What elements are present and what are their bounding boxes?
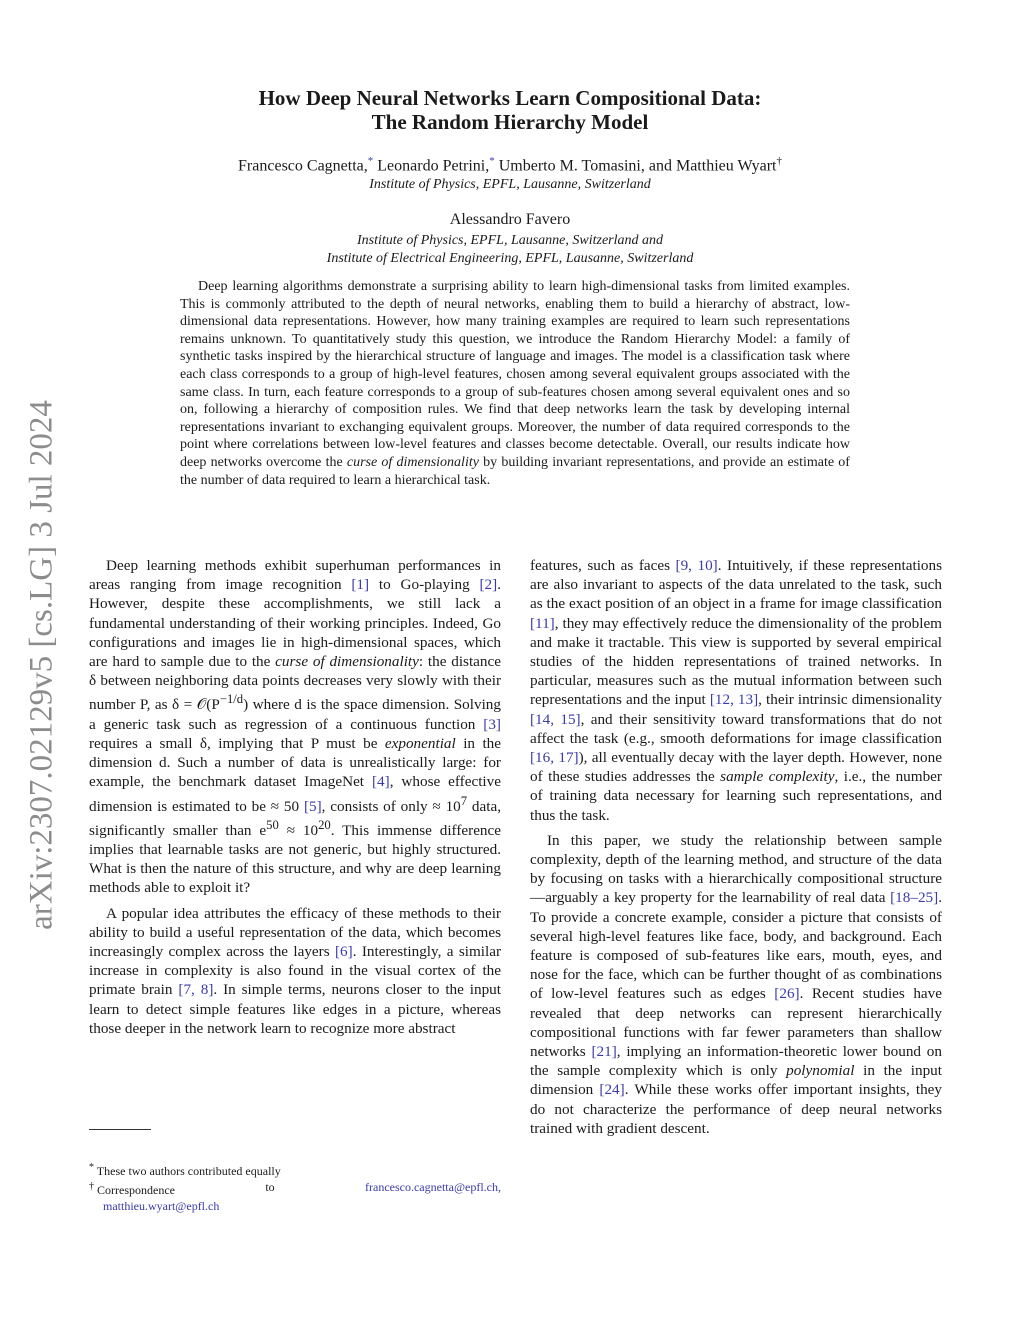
paragraph-invariance: features, such as faces [9, 10]. Intuitively, if these representations are also invariant to aspects of the data unrelated to the task, such as the exact position of an object in a frame for image classification [11], they may effectively reduce the dimensionality of the problem and make it tractable. This view is supported by several empirical studies of the hidden representations of trained networks. In particular, measures such as the mutual information between such representations and the input [12, 13], their intrinsic dimensionality [14, 15], and their sensitivity toward transformations that do not affect the task (e.g., smooth deformations for image classification [16, 17]), all eventually decay with the layer depth. However, none of these studies addresses the sample complexity, i.e., the number of training data necessary for learning such representations, and thus the task. (530, 557, 943, 824)
paper-title (120, 86, 900, 134)
arxiv-id-text: arXiv:2307.02129v5 [cs.LG] 3 Jul 2024 (23, 400, 60, 930)
author-cagnetta: Francesco Cagnetta, (238, 157, 368, 175)
email-link-cagnetta[interactable]: francesco.cagnetta@epfl.ch, (365, 1180, 501, 1194)
citation-link[interactable]: [11] (530, 614, 555, 632)
paragraph-intro: Deep learning methods exhibit superhuman performances in areas ranging from image recognition [1] to Go-playing [2]. However, despite these accomplishments, we still lack a fundamental understanding of their working principles. Indeed, Go configurations and images lie in high-dimensional spaces, which are hard to sample due to the curse of dimensionality: the distance δ between neighboring data points decreases very slowly with their number P, as $\delta = 𝒪(P^{-1/d})$ where d is the space dimension. Solving a generic task such as regression of a continuous function [3] requires a small δ, implying that P must be exponential in the dimension d. Such a number of data is unrealistically large: for example, the benchmark dataset ImageNet [4], whose effective dimension is estimated to be ≈ 50 [5], consists of only ≈ $10^7$ data, significantly smaller than $e^{50} \approx 10^{20}$. This immense difference implies that learnable tasks are not generic, but highly structured. What is then the nature of this structure, and why are deep learning methods able to exploit it? (89, 557, 502, 897)
abstract-emphasis: curse of dimensionality (346, 454, 479, 470)
citation-link[interactable]: [5] (303, 797, 322, 815)
paragraph-this-paper: In this paper, we study the relationship between sample complexity, depth of the learning method, and structure of the data by focusing on tasks with a hierarchically compositional structure—arguably a key property for the learnability of real data [18–25]. To provide a concrete example, consider a picture that consists of several high-level features like face, body, and background. Each feature is composed of sub-features like ears, mouth, eyes, and nose for the face, which can be further thought of as combinations of low-level features such as edges [26]. Recent studies have revealed that deep networks can represent hierarchically compositional functions with far fewer parameters than shallow networks [21], implying an information-theoretic lower bound on the sample complexity which is only polynomial in the input dimension [24]. While these works offer important insights, they do not characterize the performance of deep neural networks trained with gradient descent. (530, 831, 943, 1137)
author-favero: Alessandro Favero (449, 211, 571, 228)
footnote-equal-contribution: * These two authors contributed equally (89, 1162, 281, 1178)
affiliation-1: Institute of Physics, EPFL, Lausanne, Switzerland (369, 177, 651, 193)
citation-link[interactable]: [16, 17] (530, 749, 579, 767)
citation-link[interactable]: [2] (479, 576, 498, 594)
left-column (89, 556, 501, 1044)
author-petrini: Leonardo Petrini, (373, 157, 490, 175)
equal-contribution-mark[interactable]: * (367, 155, 374, 167)
email-link-wyart[interactable]: matthieu.wyart@epfl.ch (103, 1199, 220, 1213)
footnotes (89, 1160, 501, 1214)
citation-link[interactable]: [26] (774, 985, 800, 1003)
footnote-divider (89, 1129, 151, 1130)
citation-link[interactable]: [9, 10] (675, 557, 718, 574)
citation-link[interactable]: [18–25] (890, 889, 939, 907)
citation-link[interactable]: [21] (591, 1043, 617, 1061)
paragraph-representations: A popular idea attributes the efficacy of these methods to their ability to build a useful representation of the data, which becomes increasingly complex across the layers [6]. Interestingly, a similar increase in complexity is also found in the visual cortex of the primate brain [7, 8]. In simple terms, neurons closer to the input learn to detect simple features like edges in a picture, whereas those deeper in the network learn to recognize more abstract (89, 904, 502, 1037)
title-line-2: The Random Hierarchy Model (371, 110, 649, 134)
author-tomasini-wyart: Umberto M. Tomasini, and Matthieu Wyart (494, 157, 777, 175)
citation-link[interactable]: [1] (351, 576, 370, 594)
citation-link[interactable]: [4] (371, 773, 390, 791)
citation-link[interactable]: [12, 13] (709, 691, 759, 709)
affiliation-2b: Institute of Electrical Engineering, EPFL, Lausanne, Switzerland (326, 251, 694, 266)
abstract-text-end: by building invariant representations, and provide an estimate of the number of data required to learn a hierarchical task. (180, 454, 850, 488)
right-column (530, 556, 942, 1144)
citation-link[interactable]: [24] (599, 1081, 625, 1099)
arxiv-identifier (14, 370, 70, 960)
title-line-1: How Deep Neural Networks Learn Compositional Data: (258, 86, 762, 110)
footnote-correspondence: † Correspondence to francesco.cagnetta@epfl.ch, (89, 1180, 501, 1197)
abstract-text: Deep learning algorithms demonstrate a surprising ability to learn high-dimensional tasks from limited examples. This is commonly attributed to the depth of neural networks, enabling them to build a hierarchy of abstract, low-dimensional data representations. However, how many training examples are required to learn such representations remains unknown. To quantitatively study this question, we introduce the Random Hierarchy Model: a family of synthetic tasks inspired by the hierarchical structure of language and images. The model is a classification task where each class corresponds to a group of high-level features, chosen among several equivalent groups associated with the same class. In turn, each feature corresponds to a group of sub-features chosen among several equivalent ones and so on, following a hierarchy of composition rules. We find that deep networks learn the task by developing internal representations invariant to exchanging equivalent groups. Moreover, the number of data required corresponds to the point where correlations between low-level features and classes become detectable. Overall, our results indicate how deep networks overcome the (180, 279, 850, 470)
equal-contribution-mark[interactable]: * (489, 155, 495, 167)
author-block-2 (120, 210, 900, 268)
affiliation-2a: Institute of Physics, EPFL, Lausanne, Switzerland and (356, 233, 664, 248)
abstract (180, 278, 850, 489)
author-list (120, 151, 900, 194)
citation-link[interactable]: [3] (483, 715, 501, 733)
citation-link[interactable]: [7, 8] (178, 981, 214, 999)
citation-link[interactable]: [6] (334, 943, 353, 961)
correspondence-mark[interactable]: † (776, 155, 782, 167)
citation-link[interactable]: [14, 15] (530, 710, 581, 728)
